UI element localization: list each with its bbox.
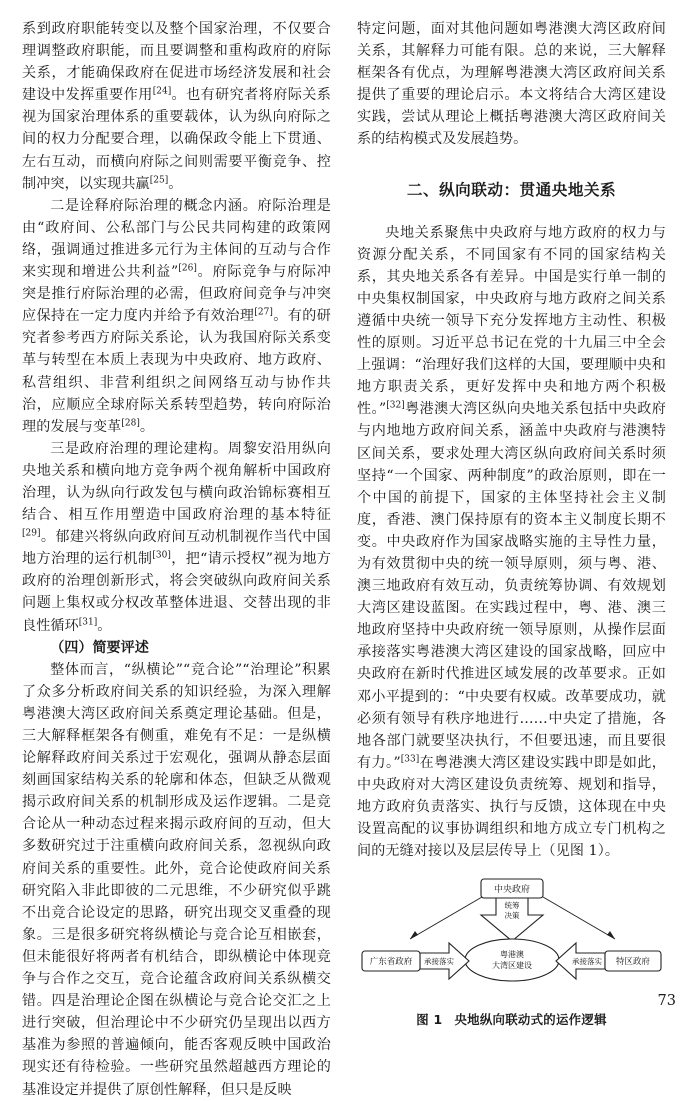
reference-marker: [33] [400,754,420,765]
connector-central-to-sar [543,897,615,939]
right-column [357,18,666,1028]
paragraph-text-cont2: ，把“请示授权”视为地方政府的治理创新形式，将会突破纵向政府间关系问题上集权或分权改革整体进退、交替出现的非良性循环 [22,551,332,634]
svg-text:广东省政府: 广东省政府 [369,957,413,968]
left-column [22,18,332,1098]
paragraph-text-end: 。 [168,175,183,192]
paragraph-continued [22,18,331,195]
reference-marker: [27] [254,307,273,318]
spacer [357,151,666,179]
paragraph-text: 二是诠释府际治理的概念内涵。府际治理是由“政府间、公私部门与公民共同构建的政策网络，强调通过推进多元行为主体间的互动与合作来实现和增进公共利益” [22,197,331,281]
svg-text:统筹: 统筹 [504,901,520,911]
paragraph-continued-right: 特定问题，面对其他问题如粤港澳大湾区政府间关系，其解释力可能有限。总的来说，三大解释框架各有优点，为理解粤港澳大湾区政府间关系提供了重要的理论启示。本文将结合大湾区建设实践，尝试从理论上概括粤港澳大湾区政府间关系的结构模式及发展趋势。 [357,21,666,148]
reference-marker: [28] [121,418,140,428]
svg-text:承接落实: 承接落实 [572,957,602,967]
reference-marker: [26] [178,263,197,274]
spacer [357,862,666,875]
paragraph-text: 三是政府治理的理论建构。周黎安沿用纵向央地关系和横向地方竞争两个视角解析中国政府治理，认为纵向行政发包与横向政治锦标赛相互结合、相互作用塑造中国政府治理的基本特征 [22,440,331,524]
connector-central-to-guangdong [410,897,482,939]
figure-1 [357,875,666,1029]
node-sar-government [605,951,661,971]
paragraph-text-end: 。 [97,617,112,634]
section-heading: 二、纵向联动：贯通央地关系 [406,180,617,199]
paragraph-text-end: 。 [139,418,155,435]
arrow-right-undertake [556,943,605,979]
paragraph-theory [22,438,331,637]
node-guangdong-government [362,951,420,971]
figure-diagram [357,875,666,997]
paragraph-text-end: 在粤港澳大湾区建设实践中即是如此，中央政府对大湾区建设负责统筹、规划和指导，地方政府负责落实、执行与反馈，这体现在中央设置高配的议事协调组织和地方成立专门机构之间的无缝对接以及层层传导上（见图 1）。 [357,754,666,860]
reference-marker: [32] [386,400,405,411]
paragraph-concept [22,195,331,438]
page-number: 73 [657,993,676,1009]
reference-marker: [29] [22,528,41,539]
svg-text:中央政府: 中央政府 [493,885,531,896]
paragraph-text-cont: 粤港澳大湾区纵向央地关系包括中央政府与内地地方政府间关系，涵盖中央政府与港澳特区间关系，要求处理大湾区纵向政府间关系时须坚持“一个国家、两种制度”的政治原则，即在一个中国的前提下，国家的主体坚持社会主义制度，香港、澳门保持原有的资本主义制度长期不变。中央政府作为国家战略实施的主导性力量，为有效贯彻中央的统一领导原则，须与粤、港、澳三地政府有效互动，负责统筹协调、有效规划大湾区建设蓝图。在实践过程中，粤、港、澳三地政府坚持中央政府统一领导原则，从操作层面承接落实粤港澳大湾区建设的国家战略，回应中央政府在新时代推进区域发展的改革要求。正如邓小平提到的：“中央要有权威。改革要成功，就必须有领导有秩序地进行……中央定了措施，各地各部门就要坚决执行，不但要迅速，而且要很有力。” [357,401,666,771]
paragraph-central-local [357,222,666,863]
paragraph-text-cont: 。也有研究者将府际关系视为国家治理体系的重要载体，认为纵向府际之间的权力分配要合理，以确保政令能上下贯通、左右互动，而横向府际之间则需要平衡竞争、控制冲突，以实现共赢 [22,87,331,192]
paragraph-text-cont: 。府际竞争与府际冲突是推行府际治理的必需，但政府间竞争与冲突应保持在一定力度内并给予有效治理 [22,264,331,325]
figure-caption-label: 图 1 [416,1012,443,1028]
reference-marker: [24] [152,86,172,97]
paragraph-text: 央地关系聚焦中央政府与地方政府的权力与资源分配关系，不同国家有不同的国家结构关系，其央地关系各有差异。中国是实行单一制的中央集权制国家，中央政府与地方政府之间关系遵循中央统一领导下充分发挥地方主动性、积极性的原则。习近平总书记在党的十九届三中全会上强调：“治理好我们这样的大国，要理顺中央和地方职责关系，更好发挥中央和地方两个积极性。” [357,224,666,418]
paragraph-text-cont2: 。有的研究者参考西方府际关系论，认为我国府际关系变革与转型在本质上表现为中央政府、地方政府、私营组织、非营利组织之间网络互动与协作共治，应顺应全球府际关系转型趋势，转向府际治理的发展与变革 [22,308,331,435]
node-bay-area-construction [465,939,559,981]
svg-text:决策: 决策 [504,911,520,921]
reference-marker: [25] [149,174,169,185]
arrow-left-undertake [420,943,469,979]
svg-text:承接落实: 承接落实 [424,957,454,967]
spacer [357,201,666,222]
paragraph-text-cont: 。郁建兴将纵向政府间互动机制视作当代中国地方治理的运行机制 [22,529,331,568]
node-central-government [481,879,543,898]
paragraph-review: 整体而言，“纵横论”“竞合论”“治理论”积累了众多分析政府间关系的知识经验，为深入理解粤港澳大湾区政府间关系奠定理论基础。但是，三大解释框架各有侧重，难免有不足：一是纵横论解释政府间关系过于宏观化，强调从静态层面刻画国家结构关系的轮廓和体态，但缺乏从微观揭示政府间关系的机制形成及运作逻辑。二是竞合论从一种动态过程来揭示政府间的互动，但大多数研究过于注重横向政府间关系，忽视纵向政府间关系的重要性。此外，竞合论使政府间关系研究陷入非此即彼的二元思维，不少研究似乎跳不出竞合论设定的思路，研究出现交叉重叠的现象。三是很多研究将纵横论与竞合论互相嵌套，但未能很好将两者有机结合，即纵横论中体现竞争与合作之交互，竞合论蕴含政府间关系纵横交错。四是治理论企图在纵横论与竞合论交汇之上进行突破，但治理论中不少研究仍呈现出以西方基准为参照的普遍倾向，能否客观反映中国政治现实还有待检验。一些研究虽然超越西方理论的基准设定并提供了原创性解释，但只是反映 [22,661,331,1098]
arrow-down-coordination [481,898,543,941]
subheading-brief-review: （四）简要评述 [50,639,149,656]
svg-text:大湾区建设: 大湾区建设 [492,961,532,971]
two-column-layout [22,18,678,1098]
reference-marker: [30] [152,550,171,561]
svg-text:粤港澳: 粤港澳 [500,950,524,960]
figure-caption [357,997,666,1029]
reference-marker: [31] [78,616,98,627]
svg-text:特区政府: 特区政府 [615,957,651,968]
figure-caption-text: 央地纵向联动式的运作逻辑 [454,1012,607,1028]
paragraph-text: 系到政府职能转变以及整个国家治理，不仅要合理调整政府职能，而且要调整和重构政府的府际关系，才能确保政府在促进市场经济发展和社会建设中发挥重要作用 [22,21,331,104]
